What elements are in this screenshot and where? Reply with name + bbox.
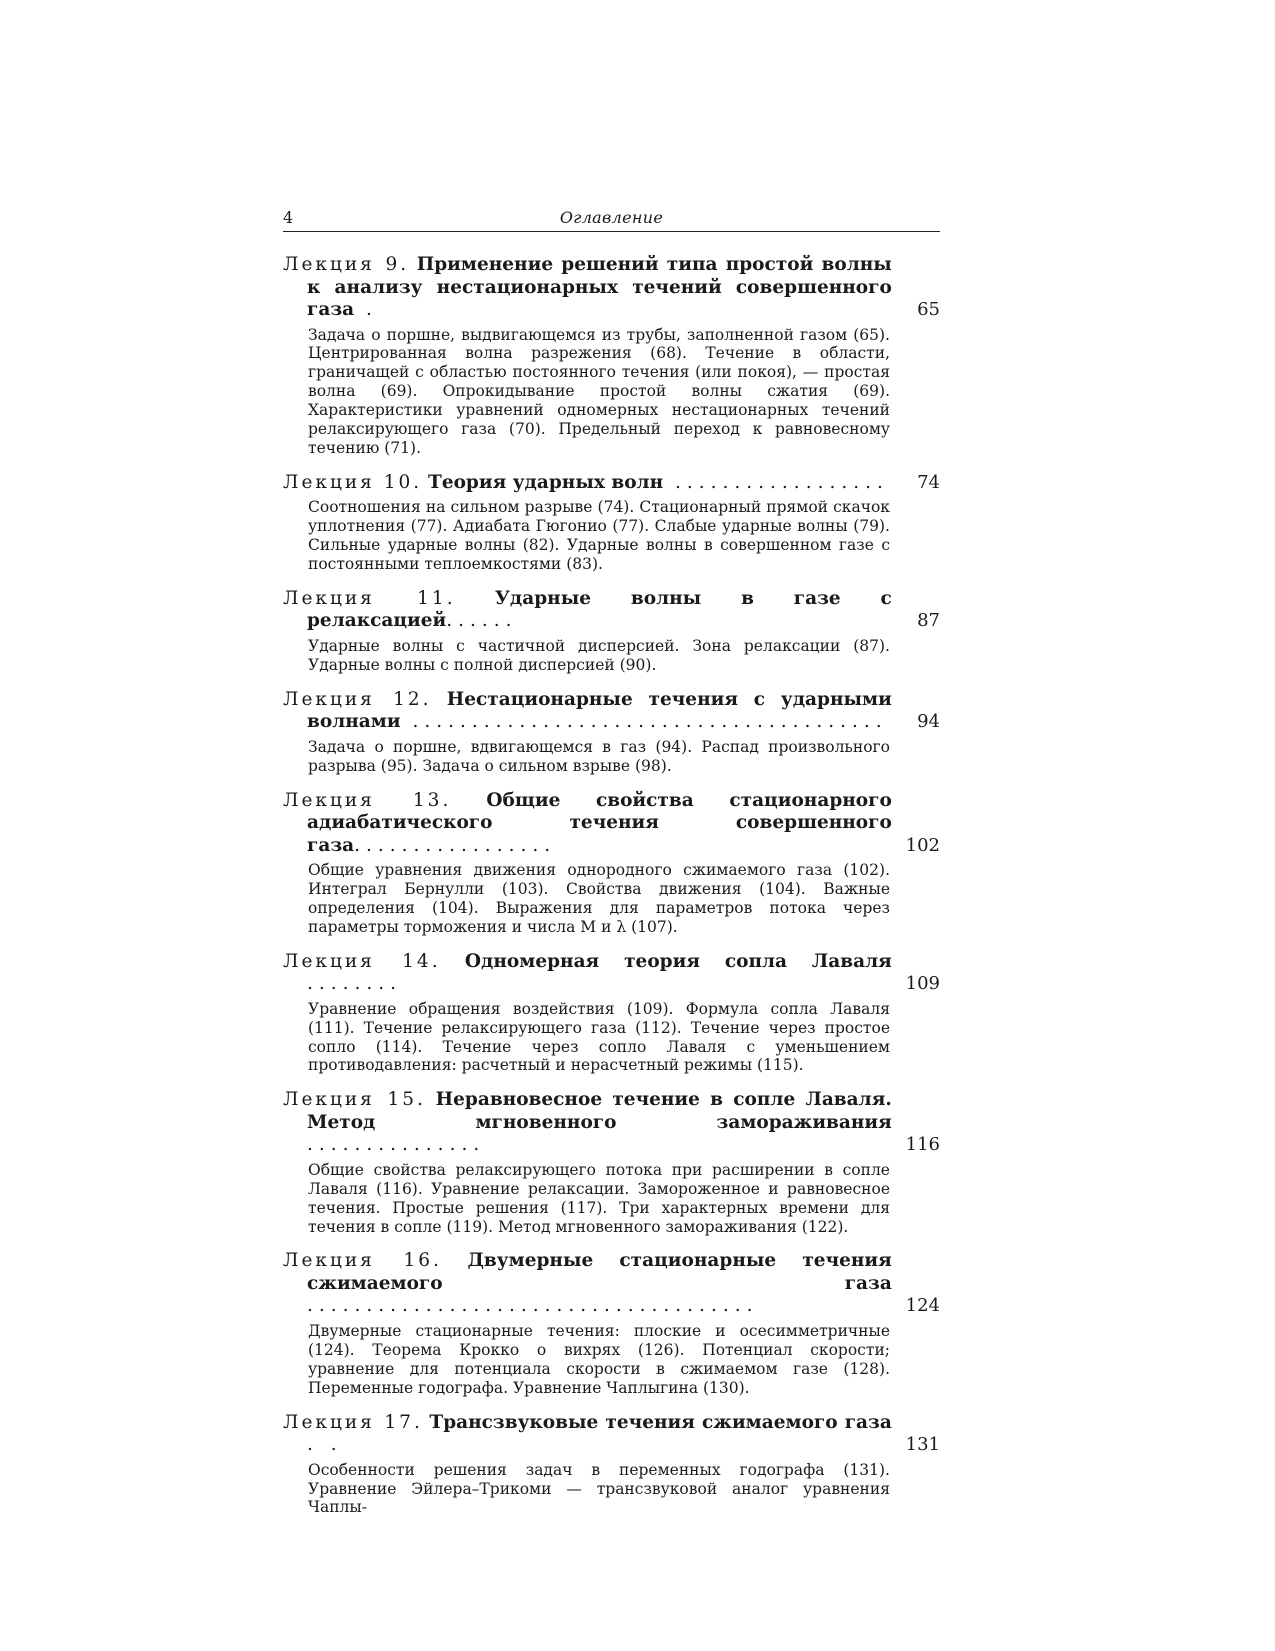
- toc-entry-title-block: [283, 1412, 892, 1457]
- toc-entry-title-block: [283, 790, 892, 858]
- toc-entry-heading: [283, 1089, 940, 1157]
- toc-entry-title-block: [283, 472, 892, 495]
- toc-entry-heading: [283, 254, 940, 322]
- toc-entry-title-block: [283, 1250, 892, 1318]
- toc-entry-heading: [283, 1250, 940, 1318]
- toc-entry: [283, 1250, 940, 1397]
- lecture-title: Ударные волны в газе с релаксацией: [307, 587, 892, 632]
- lecture-label: Лекция 15.: [283, 1089, 426, 1111]
- lecture-title: Трансзвуковые течения сжимаемого газа: [429, 1411, 892, 1433]
- toc-entry-title-block: [283, 1089, 892, 1157]
- toc-entry-title-block: [283, 588, 892, 633]
- lecture-description: Уравнение обращения воздействия (109). Формула сопла Лаваля (111). Течение релаксирующего газа (112). Течение через простое сопло (114). Течение через сопло Лаваля с уменьшением противодавления: расчетный и нерасчетный режимы (115).: [308, 999, 890, 1075]
- toc-entry-heading: [283, 951, 940, 996]
- lecture-title: Двумерные стационарные течения сжимаемого газа: [307, 1250, 892, 1294]
- lecture-title: Неравновесное течение в сопле Лаваля. Метод мгновенного замораживания: [307, 1089, 892, 1133]
- lecture-description: Ударные волны с частичной дисперсией. Зона релаксации (87). Ударные волны с полной дисперсией (90).: [308, 636, 890, 674]
- toc-page-number: 87: [917, 610, 940, 632]
- lecture-description: Общие свойства релаксирующего потока при расширении в сопле Лаваля (116). Уравнение релаксации. Замороженное и равновесное течения. Простые решения (117). Три характерных времени для течения в сопле (119). Метод мгновенного замораживания (122).: [308, 1160, 890, 1236]
- running-title: Оглавление: [559, 208, 664, 227]
- dot-leader: . .: [307, 1434, 343, 1456]
- toc-entry: [283, 588, 940, 675]
- toc-page-number: 109: [905, 973, 940, 995]
- page: [283, 205, 940, 1531]
- dot-leader: ........................................: [400, 711, 888, 733]
- lecture-label: Лекция 10.: [283, 471, 423, 493]
- toc-page-number: 102: [905, 834, 940, 856]
- lecture-description: Задача о поршне, вдвигающемся в газ (94). Распад произвольного разрыва (95). Задача о сильном взрыве (98).: [308, 737, 890, 775]
- lecture-label: Лекция 12.: [283, 688, 432, 710]
- page-number: 4: [283, 208, 294, 227]
- dot-leader: ..................: [663, 471, 889, 493]
- lecture-title: Теория ударных волн: [428, 471, 664, 493]
- dot-leader: .: [354, 299, 378, 320]
- lecture-label: Лекция 9.: [283, 254, 410, 275]
- toc-entry-title-block: [283, 254, 892, 322]
- toc-page-number: 124: [905, 1295, 940, 1317]
- toc-entry-heading: [283, 790, 940, 858]
- lecture-description: Задача о поршне, выдвигающемся из трубы, заполненной газом (65). Центрированная волна разрежения (68). Течение в области, граничащей с областью постоянного течения (или покоя), — простая волна (69). Опрокидывание простой волны сжатия (69). Характеристики уравнений одномерных нестационарных течений релаксирующего газа (70). Предельный переход к равновесному течению (71).: [308, 325, 890, 457]
- toc-page-number: 74: [917, 471, 940, 493]
- lecture-label: Лекция 17.: [283, 1411, 423, 1433]
- lecture-description: Двумерные стационарные течения: плоские и осесимметричные (124). Теорема Крокко о вихрях (126). Потенциал скорости; уравнение для потенциала скорости в сжимаемом газе (128). Переменные годографа. Уравнение Чаплыгина (130).: [308, 1321, 890, 1397]
- lecture-label: Лекция 13.: [283, 789, 452, 811]
- lecture-label: Лекция 14.: [283, 950, 441, 972]
- lecture-title: Применение решений типа простой волны к анализу нестационарных течений совершенного газа: [307, 254, 892, 320]
- toc-page-number: 65: [917, 299, 940, 320]
- lecture-title: Нестационарные течения с ударными волнами: [307, 688, 892, 733]
- lecture-description: Общие уравнения движения однородного сжимаемого газа (102). Интеграл Бернулли (103). Свойства движения (104). Важные определения (104). Выражения для параметров потока через параметры торможения и числа М и λ (107).: [308, 861, 890, 936]
- lecture-title: Одномерная теория сопла Лаваля: [464, 950, 892, 972]
- toc-list: [283, 254, 940, 1517]
- dot-leader: ......................................: [307, 1295, 759, 1317]
- dot-leader: ...............: [307, 1134, 486, 1156]
- toc-entry: [283, 951, 940, 1076]
- toc-entry: [283, 254, 940, 458]
- lecture-description: Особенности решения задач в переменных годографа (131). Уравнение Эйлера–Трикоми — трансзвуковой аналог уравнения Чаплы-: [308, 1460, 890, 1517]
- toc-entry-heading: [283, 689, 940, 734]
- toc-entry-heading: [283, 588, 940, 633]
- lecture-label: Лекция 16.: [283, 1250, 442, 1272]
- running-head: [283, 205, 940, 232]
- dot-leader: ........: [307, 973, 403, 995]
- toc-entry-heading: [283, 472, 940, 495]
- toc-entry-title-block: [283, 689, 892, 734]
- toc-page-number: 116: [905, 1134, 940, 1156]
- toc-entry-heading: [283, 1412, 940, 1457]
- toc-page-number: 94: [917, 711, 940, 733]
- dot-leader: .................: [354, 834, 557, 856]
- toc-entry: [283, 1412, 940, 1518]
- toc-entry-title-block: [283, 951, 892, 996]
- toc-entry: [283, 689, 940, 776]
- toc-entry: [283, 790, 940, 937]
- lecture-description: Соотношения на сильном разрыве (74). Стационарный прямой скачок уплотнения (77). Адиабата Гюгонио (77). Слабые ударные волны (79). Сильные ударные волны (82). Ударные волны в совершенном газе с постоянными теплоемкостями (83).: [308, 498, 890, 574]
- toc-entry: [283, 472, 940, 574]
- lecture-label: Лекция 11.: [283, 587, 456, 609]
- toc-page-number: 131: [905, 1434, 940, 1456]
- lecture-title: Общие свойства стационарного адиабатического течения совершенного газа: [307, 789, 892, 856]
- dot-leader: ......: [446, 610, 518, 632]
- toc-entry: [283, 1089, 940, 1236]
